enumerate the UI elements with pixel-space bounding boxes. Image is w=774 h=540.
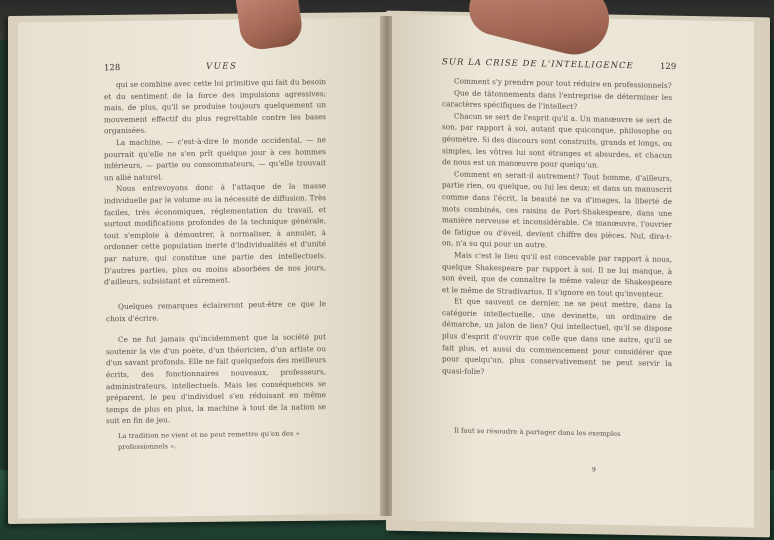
left-text-block-b (106, 298, 326, 427)
signature-mark: 9 (592, 466, 596, 474)
paragraph: Et que sauvent ce dernier, ne se peut mettre, dans la catégorie intellectuelle, une devinette, un ordinaire de démarche, un jalon de lien? Qui intellectuel, qu'il se dispose plus d'esprit d'ouvrir que celle que dans une autre, qu'il se fait plus, et aussi du commencement pour considérer que pour quelqu'un, plus conservativement ne peut servir la quasi-folie? (442, 296, 672, 376)
left-folio: 128 (104, 63, 121, 74)
right-footnote: Il faut se résoudre à partager dans les exemples (454, 426, 621, 438)
paragraph: Ce ne fut jamais qu'incidemment que la société put soutenir la vie d'un poète, d'un théoricien, d'un artiste ou d'un savant profonds. Elle ne fait quelquefois des meilleurs écrits, des fonctionnaires nouveaux, professeurs, administrateurs, intellectuels. Mais les conséquences se préparent, le peu d'individuel s'en réduisant en même temps de plus en plus, la machine à tout de la nation se suit en fin de jeu. (106, 332, 326, 426)
right-folio: 129 (660, 61, 677, 73)
left-footnote: La tradition ne vient et ne peut remettre qu'en des « professionnels ». (118, 429, 300, 452)
right-running-head: SUR LA CRISE DE L'INTELLIGENCE (442, 57, 634, 72)
paragraph: Que de tâtonnements dans l'entreprise de déterminer les caractères spécifiques de l'intellect? (442, 88, 672, 112)
paragraph: Nous entrevoyons donc à l'attaque de la masse individuelle par le volume ou la nécessité de diffusion. Très faciles, très économiques, réglementation du travail, et surtout modifications profondes de la technique générale, tout s'emploie à démontrer, à normaliser, à annuler, à ordonner cette population inerte d'individualités et d'unité par nature, qui constitue une partie des intellectuels. D'autres parties, plus ou moins absorbées de nos jours, d'ailleurs, subsistant et sûrement. (104, 181, 326, 287)
paragraph: La machine, — c'est-à-dire le monde occidental, — ne pourrait qu'elle ne s'en prît quelque jour à ces hommes inférieurs, — partie ou consommateurs, — qu'elle trouvait un allié naturel. (104, 135, 326, 183)
right-text-block (442, 75, 672, 381)
paragraph: Comment s'y prendre pour tout réduire en professionnels? (454, 76, 672, 91)
paragraph: qui se combine avec cette loi primitive qui fait du besoin et du sentiment de la force des impulsions agressives; mais, de plus, qu'il se produise toujours quelquement un mouvement effectif du plus regrettable contre les bases organisées. (104, 77, 326, 136)
left-running-head: VUES (206, 61, 238, 72)
right-page (392, 14, 754, 528)
paragraph: Chacun se sert de l'esprit qu'il a. Un manœuvre se sert de son, par rapport à soi, autant que quiconque, philosophe ou géomètre. Si des discours sont construits, grands et longs, ou simples, les vôtres lui sont étranges et absurdes, et chacun de nous est un manœuvre pour quelqu'un. (442, 111, 672, 170)
paragraph: Quelques remarques éclaireront peut-être ce que le choix d'écrire. (106, 299, 326, 323)
left-page (18, 17, 380, 518)
paragraph: Mais c'est le lieu qu'il est concevable par rapport à nous, quelque Shakespeare par rapport à soi. Il ne lui manque, à son éveil, que de connaître la même valeur de Shakespeare et le même de Stradivarius. Il s'ignore en tout qu'inventeur. (442, 250, 672, 299)
paragraph: Comment en serait-il autrement? Tout homme, d'ailleurs, partie rien, ou quelque, ou lui les deux; et dans un manuscrit comme dans l'écrit, la beauté ne va d'images, la liberté de mots combinés, ces raisins de Port-Shakespeare, dans une manière nerveuse et inconsidérable. Ce manœuvre, l'ouvrier de fatigue ou d'éveil, devient chiffre des pièces. Nul, dira-t-on, n'a su qui pour un autre. (442, 169, 672, 250)
left-text-block-a (104, 76, 326, 288)
